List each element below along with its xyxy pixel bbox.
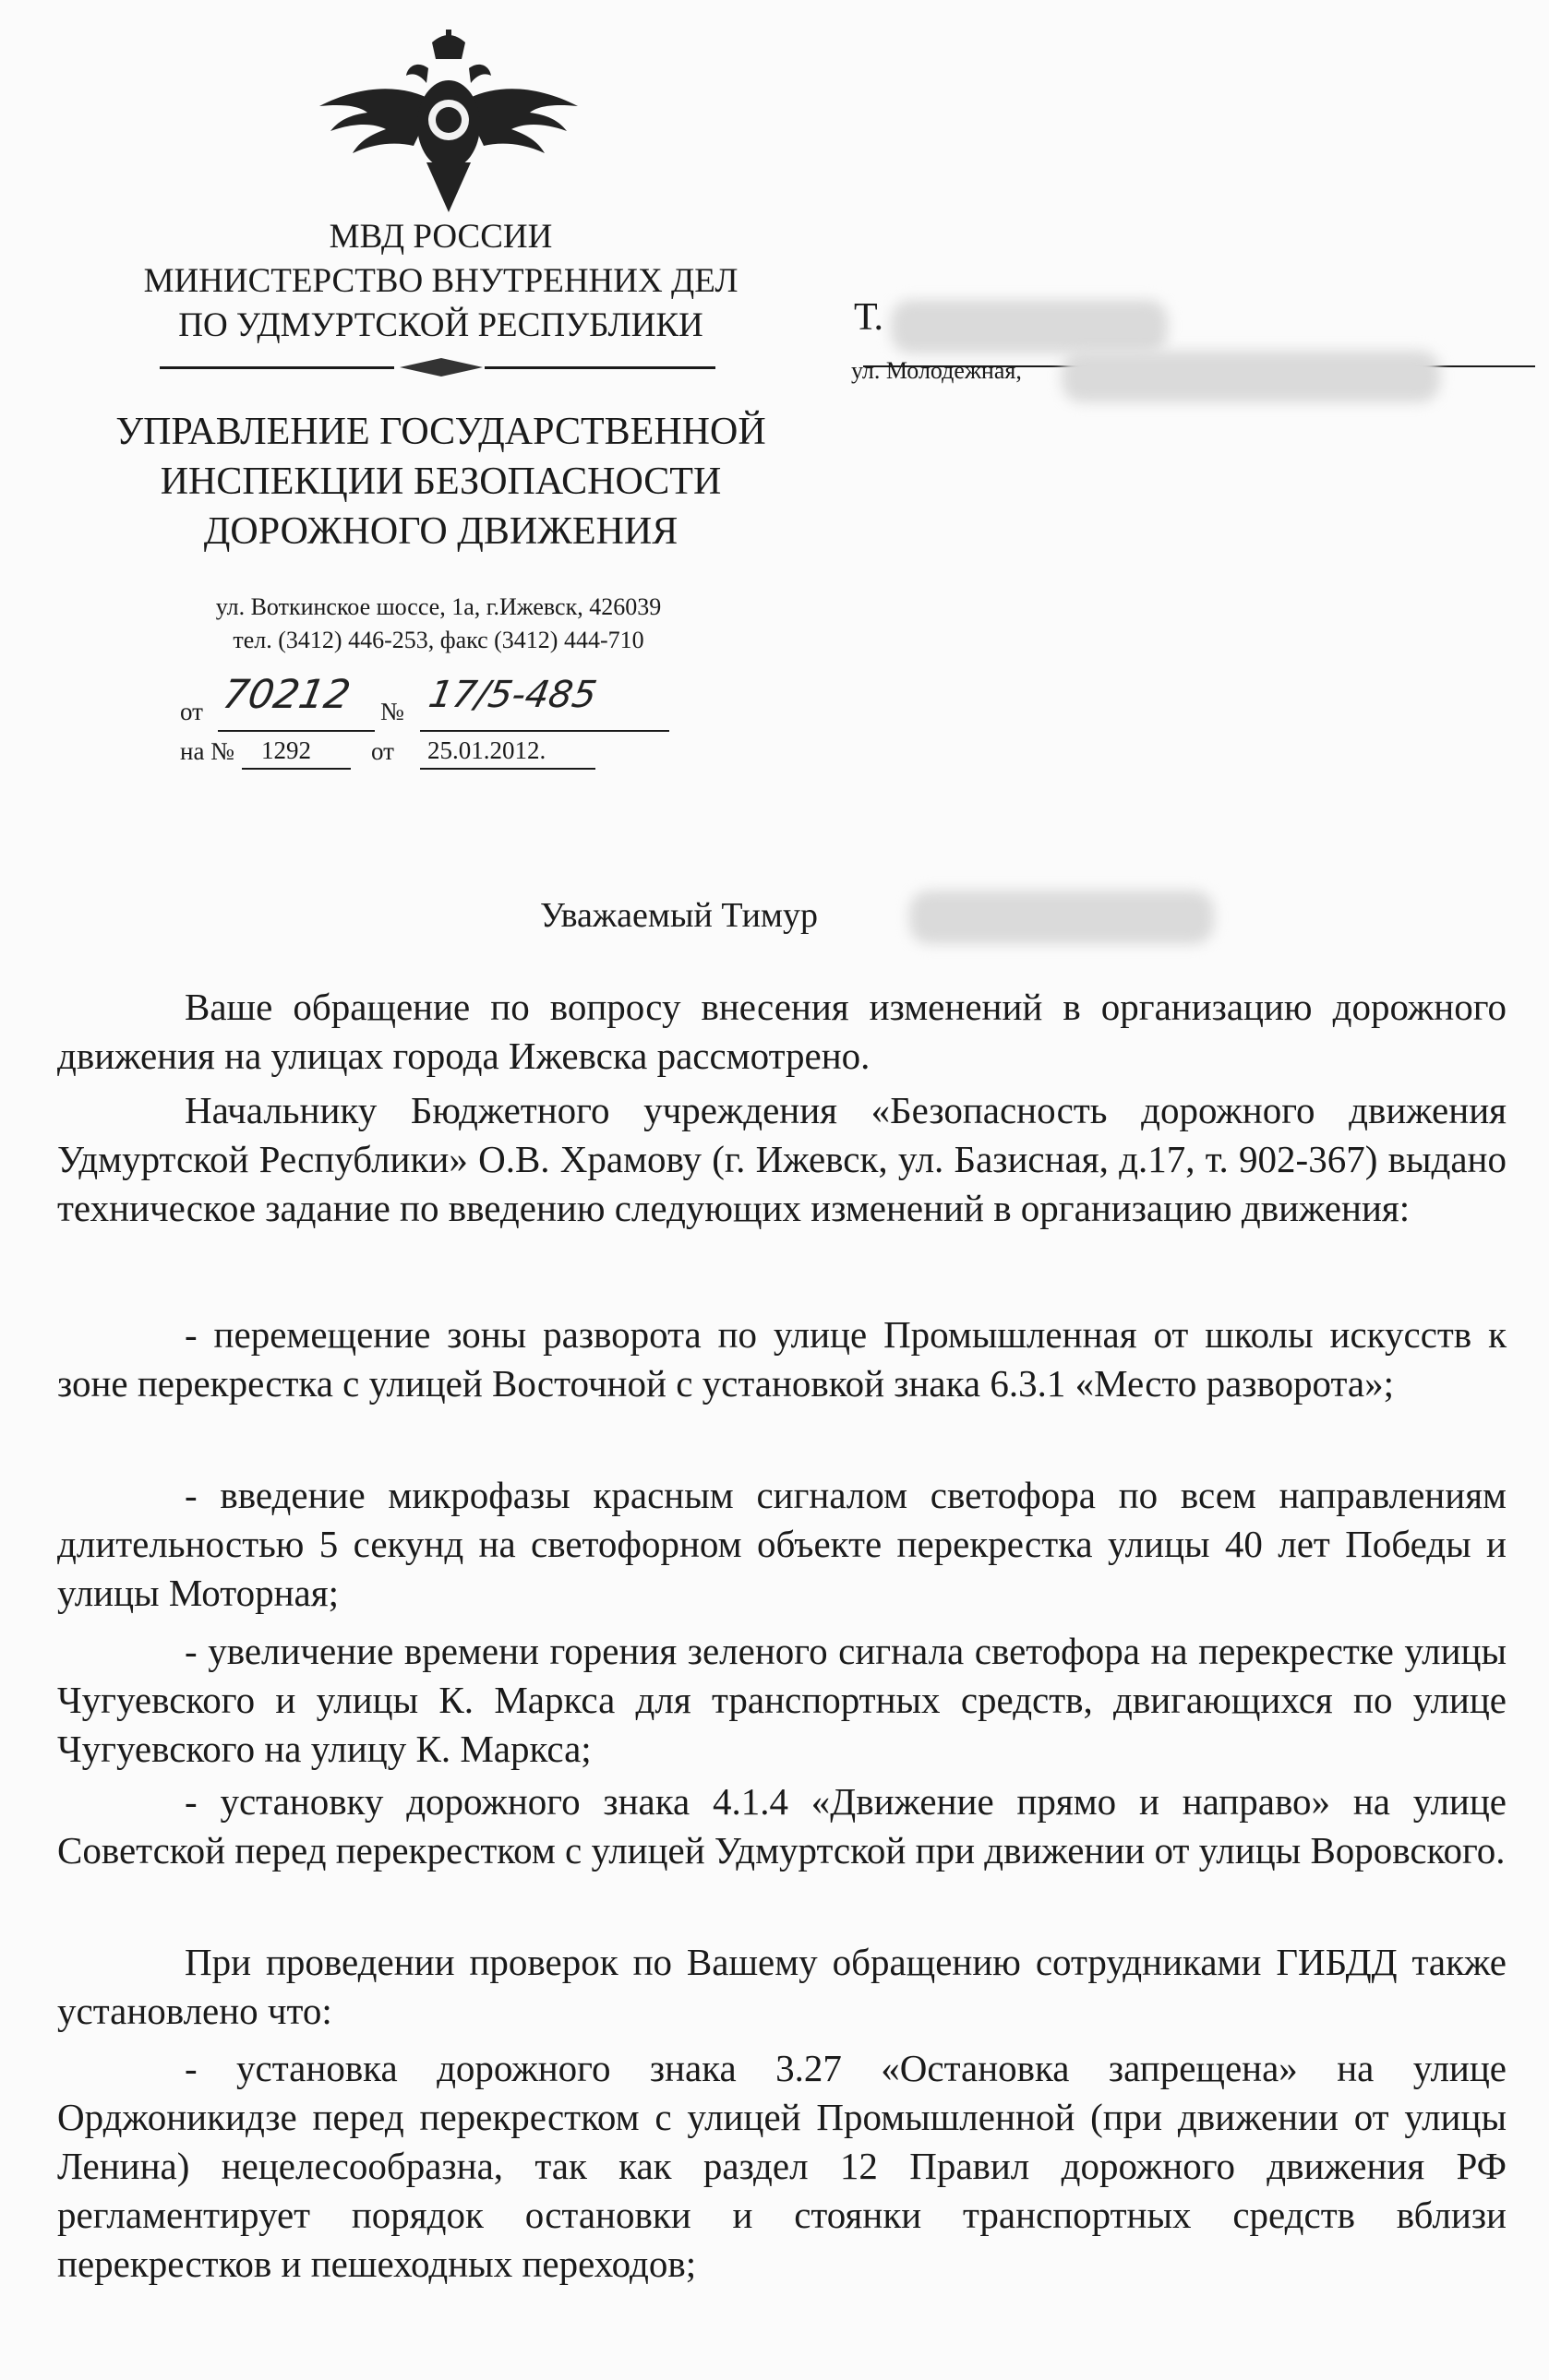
reply-number: 1292 bbox=[261, 736, 311, 764]
department-phone: тел. (3412) 446-253, факс (3412) 444-710 bbox=[233, 627, 644, 653]
department-address: ул. Воткинское шоссе, 1а, г.Ижевск, 426039 bbox=[215, 593, 662, 620]
redacted-patronymic bbox=[909, 891, 1214, 944]
list-item-2: - введение микрофазы красным сигналом светофора по всем направлениям длительностью 5 секунд на светофорном объекте перекрестка улицы 40 лет Победы и улицы Моторная; bbox=[57, 1474, 1507, 1614]
redacted-recipient-name bbox=[891, 300, 1168, 353]
department-name-line1: УПРАВЛЕНИЕ ГОСУДАРСТВЕННОЙ bbox=[115, 411, 766, 453]
body-paragraph-3: При проведении проверок по Вашему обращению сотрудниками ГИБДД также установлено что: bbox=[57, 1941, 1507, 2032]
reply-date-prefix: от bbox=[371, 737, 394, 765]
reply-date: 25.01.2012. bbox=[427, 736, 546, 764]
reply-number-prefix: на № bbox=[180, 737, 234, 765]
header-divider-left bbox=[160, 366, 394, 369]
outgoing-date-underline bbox=[218, 730, 375, 732]
department-name-line3: ДОРОЖНОГО ДВИЖЕНИЯ bbox=[203, 510, 678, 553]
ministry-name: МИНИСТЕРСТВО ВНУТРЕННИХ ДЕЛ bbox=[143, 262, 738, 300]
header-divider-right bbox=[485, 366, 715, 369]
ministry-abbreviation: МВД РОССИИ bbox=[329, 218, 553, 256]
recipient-street: ул. Молодежная, bbox=[851, 357, 1022, 384]
outgoing-date-prefix: от bbox=[180, 698, 203, 725]
outgoing-number-handwritten: 17/5-485 bbox=[425, 674, 600, 716]
reply-date-underline bbox=[420, 768, 595, 770]
salutation: Уважаемый Тимур bbox=[540, 896, 818, 935]
body-paragraph-2: Начальнику Бюджетного учреждения «Безопасность дорожного движения Удмуртской Республики» О.В. Храмову (г. Ижевск, ул. Базисная, д.17, т. 902-367) выдано техническое задание по введению следующих изменений в организацию движения: bbox=[57, 1089, 1507, 1229]
double-headed-eagle-emblem bbox=[310, 28, 587, 217]
recipient-initial: Т. bbox=[854, 296, 883, 339]
outgoing-number-prefix: № bbox=[380, 698, 404, 725]
department-name-line2: ИНСПЕКЦИИ БЕЗОПАСНОСТИ bbox=[160, 460, 722, 503]
body-paragraph-1: Ваше обращение по вопросу внесения изменений в организацию дорожного движения на улицах города Ижевска рассмотрено. bbox=[57, 986, 1507, 1077]
outgoing-number-underline bbox=[420, 730, 669, 732]
reply-number-underline bbox=[242, 768, 351, 770]
list-item-5: - установка дорожного знака 3.27 «Остановка запрещена» на улице Орджоникидзе перед перекрестком с улицей Промышленной (при движении от улицы Ленина) нецелесообразна, так как раздел 12 Правил дорожного движения РФ регламентирует порядок остановки и стоянки транспортных средств вблизи перекрестков и пешеходных переходов; bbox=[57, 2047, 1507, 2285]
divider-ornament bbox=[400, 358, 483, 377]
ministry-region: ПО УДМУРТСКОЙ РЕСПУБЛИКИ bbox=[178, 306, 703, 344]
list-item-3: - увеличение времени горения зеленого сигнала светофора на перекрестке улицы Чугуевского и улицы К. Маркса для транспортных средств, двигающихся по улице Чугуевского на улицу К. Маркса; bbox=[57, 1630, 1507, 1770]
outgoing-date-handwritten: 70212 bbox=[219, 672, 354, 718]
list-item-4: - установку дорожного знака 4.1.4 «Движение прямо и направо» на улице Советской перед перекрестком с улицей Удмуртской при движении от улицы Воровского. bbox=[57, 1780, 1507, 1872]
redacted-recipient-address bbox=[1062, 351, 1440, 402]
list-item-1: - перемещение зоны разворота по улице Промышленная от школы искусств к зоне перекрестка с улицей Восточной с установкой знака 6.3.1 «Место разворота»; bbox=[57, 1313, 1507, 1405]
